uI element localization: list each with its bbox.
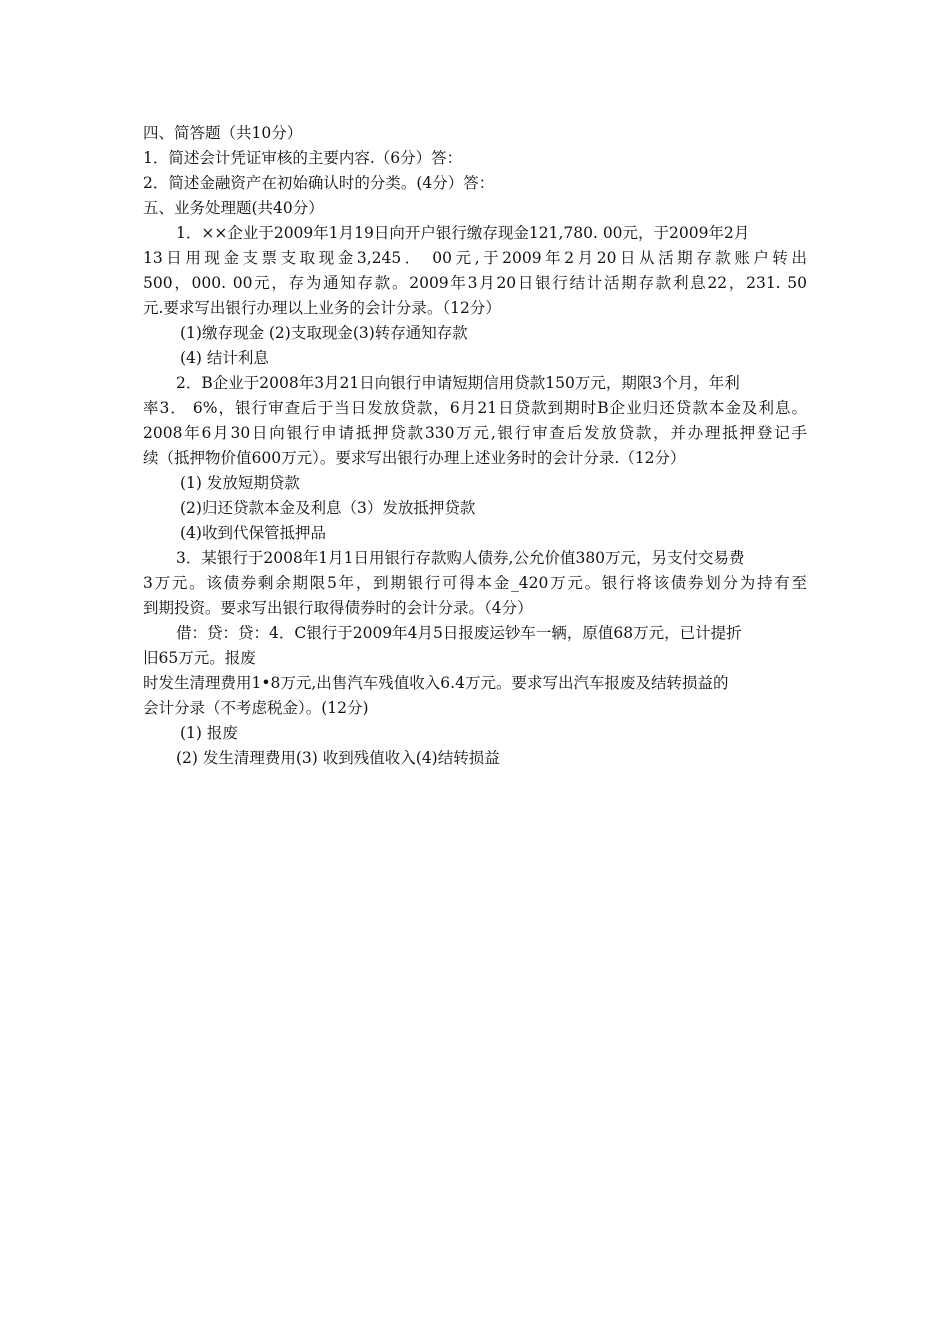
problem-1-subitems-a: (1)缴存现金 (2)支取现金(3)转存通知存款 <box>180 324 468 342</box>
problem-2-line-3: 2008年6月30日向银行申请抵押贷款330万元,银行审查后发放贷款，并办理抵押登记手 <box>143 424 807 442</box>
problem-3-line-2: 3万元。该债券剩余期限5年，到期银行可得本金_420万元。银行将该债券划分为持有至 <box>143 574 807 592</box>
question-1-short-answer: 1．简述会计凭证审核的主要内容.（6分）答： <box>143 149 463 167</box>
problem-4-line-1: 借：贷：贷：4．C银行于2009年4月5日报废运钞车一辆，原值68万元，已计提折 <box>176 624 742 642</box>
problem-1-line-1: 1．××企业于2009年1月19日向开户银行缴存现金121,780. 00元，于2009年2月 <box>176 224 750 242</box>
section-heading-business: 五、业务处理题(共40分） <box>143 199 324 217</box>
problem-2-line-2: 率3． 6%，银行审查后于当日发放贷款，6月21日贷款到期时B企业归还贷款本金及利息。 <box>143 399 807 417</box>
problem-2-subitem-1: (1) 发放短期贷款 <box>180 474 300 492</box>
problem-2-line-4: 续（抵押物价值600万元）。要求写出银行办理上述业务时的会计分录.（12分） <box>143 449 686 467</box>
problem-3-line-3: 到期投资。要求写出银行取得债券时的会计分录。（4分） <box>143 599 533 617</box>
question-2-short-answer: 2．简述金融资产在初始确认时的分类。(4分）答： <box>143 174 495 192</box>
problem-1-line-3: 500，000. 00元，存为通知存款。2009年3月20日银行结计活期存款利息22，231. 50 <box>143 274 807 292</box>
problem-4-line-3: 时发生清理费用1•8万元,出售汽车残值收入6.4万元。要求写出汽车报废及结转损益的 <box>143 674 729 692</box>
problem-4-line-4: 会计分录（不考虑税金）。(12分) <box>143 699 369 717</box>
problem-1-subitems-b: (4) 结计利息 <box>180 349 269 367</box>
problem-3-line-1: 3．某银行于2008年1月1日用银行存款购人债券,公允价值380万元，另支付交易费 <box>176 549 745 567</box>
problem-1-line-4: 元.要求写出银行办理以上业务的会计分录。（12分） <box>143 299 501 317</box>
section-heading-short-answer: 四、简答题（共10分） <box>143 124 303 142</box>
problem-4-subitem-1: (1) 报废 <box>180 724 238 742</box>
problem-4-subitems-2-4: (2) 发生清理费用(3) 收到残值收入(4)结转损益 <box>176 749 500 767</box>
problem-2-line-1: 2．B企业于2008年3月21日向银行申请短期信用贷款150万元，期限3个月，年利 <box>176 374 740 392</box>
problem-4-line-2: 旧65万元。报废 <box>143 649 256 667</box>
problem-2-subitem-2: (2)归还贷款本金及利息（3）发放抵押贷款 <box>180 499 476 517</box>
problem-1-line-2: 13日用现金支票支取现金3,245． 00元,于2009年2月20日从活期存款账户转出 <box>143 249 807 267</box>
problem-2-subitem-4: (4)收到代保管抵押品 <box>180 524 326 542</box>
